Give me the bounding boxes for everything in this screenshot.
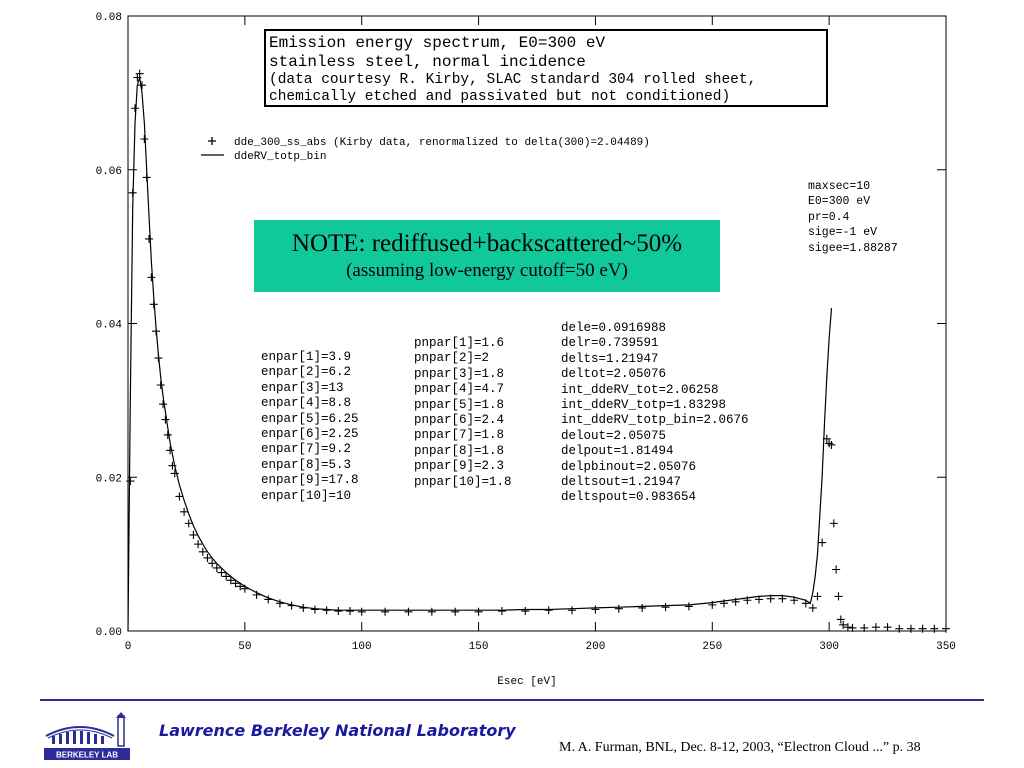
x-tick-label: 150 [468, 641, 489, 653]
enpar-line: enpar[5]=6.25 [261, 411, 359, 426]
params-right [808, 180, 898, 257]
data-point-plus [521, 607, 529, 615]
data-point-plus [872, 623, 880, 631]
data-point-plus [222, 572, 230, 580]
data-point-plus [164, 431, 172, 439]
x-tick-label: 200 [585, 641, 606, 653]
data-point-plus [288, 602, 296, 610]
footer-divider [40, 699, 984, 701]
enpar-line: enpar[6]=2.25 [261, 426, 359, 441]
legend-plus-marker [208, 137, 216, 145]
dele-line: dele=0.0916988 [561, 321, 667, 335]
data-point-plus [428, 608, 436, 616]
logo-text: BERKELEY LAB [55, 750, 119, 760]
chart-title: Emission energy spectrum, E0=300 eV [269, 34, 606, 52]
data-point-plus [662, 603, 670, 611]
data-point-plus [323, 606, 331, 614]
pnpar-line: pnpar[4]=4.7 [414, 382, 505, 397]
data-point-plus [129, 189, 137, 197]
data-point-plus [161, 416, 169, 424]
data-point-plus [213, 564, 221, 572]
data-point-plus [451, 608, 459, 616]
data-point-plus [217, 569, 225, 577]
x-tick-label: 0 [124, 641, 132, 653]
chart-note-line2: chemically etched and passivated but not conditioned) [269, 89, 731, 105]
plot-frame [128, 16, 946, 631]
data-point-plus [818, 539, 826, 547]
data-point-plus [154, 354, 162, 362]
dele-line: delts=1.21947 [561, 351, 659, 366]
y-tick-label: 0.00 [95, 627, 122, 639]
data-point-plus [299, 604, 307, 612]
dele-list [561, 321, 749, 506]
param-line: sigee=1.88287 [808, 241, 898, 255]
data-point-plus [802, 599, 810, 607]
data-point-plus [638, 604, 646, 612]
data-point-plus [685, 602, 693, 610]
data-point-plus [813, 592, 821, 600]
data-point-plus [150, 300, 158, 308]
dele-line: int_ddeRV_tot=2.06258 [561, 382, 719, 397]
enpar-list [261, 350, 359, 504]
dele-line: deltot=2.05076 [561, 367, 667, 382]
x-tick-label: 100 [351, 641, 372, 653]
data-point-plus [311, 605, 319, 613]
x-axis-label: Esec [eV] [497, 676, 557, 688]
y-tick-label: 0.02 [95, 473, 122, 486]
rediffused-note-box [254, 220, 720, 292]
data-point-plus [131, 104, 139, 112]
enpar-line: enpar[4]=8.8 [261, 396, 352, 411]
dele-line: delpout=1.81494 [561, 444, 674, 459]
dele-line: int_ddeRV_totp=1.83298 [561, 397, 727, 412]
legend-label: dde_300_ss_abs (Kirby data, renormalized to delta(300)=2.04489) [234, 137, 650, 149]
data-point-plus [568, 606, 576, 614]
data-point-plus [498, 607, 506, 615]
chart-legend [201, 137, 650, 163]
x-tick-label: 350 [936, 641, 956, 653]
enpar-line: enpar[2]=6.2 [261, 365, 352, 380]
pnpar-line: pnpar[3]=1.8 [414, 366, 505, 381]
data-point-plus [404, 608, 412, 616]
note-subline: (assuming low-energy cutoff=50 eV) [346, 260, 628, 281]
data-point-plus [145, 235, 153, 243]
data-point-plus [346, 607, 354, 615]
data-point-plus [147, 273, 155, 281]
lab-name: Lawrence Berkeley National Laboratory [159, 721, 516, 740]
data-point-plus [830, 519, 838, 527]
param-line: maxsec=10 [808, 180, 871, 193]
y-tick-label: 0.06 [95, 165, 122, 178]
dele-line: deltspout=0.983654 [561, 490, 697, 505]
data-point-plus [253, 591, 261, 599]
legend-label: ddeRV_totp_bin [234, 151, 327, 163]
data-point-plus [159, 400, 167, 408]
berkeley-lab-logo [42, 712, 132, 762]
y-tick-label: 0.08 [95, 12, 122, 24]
data-point-plus [334, 607, 342, 615]
slide-citation: M. A. Furman, BNL, Dec. 8-12, 2003, “Electron Cloud ...” p. 38 [559, 740, 921, 755]
data-point-plus [809, 604, 817, 612]
data-point-plus [152, 327, 160, 335]
y-tick-label: 0.04 [95, 319, 122, 332]
data-point-plus [140, 135, 148, 143]
enpar-line: enpar[3]=13 [261, 380, 344, 395]
data-point-plus [545, 606, 553, 614]
x-tick-label: 250 [702, 641, 723, 653]
enpar-line: enpar[9]=17.8 [261, 473, 359, 488]
pnpar-line: pnpar[8]=1.8 [414, 443, 505, 458]
x-tick-label: 300 [819, 641, 840, 653]
enpar-line: enpar[8]=5.3 [261, 457, 352, 472]
chart-axes [96, 12, 956, 688]
data-point-plus [834, 592, 842, 600]
enpar-line: enpar[7]=9.2 [261, 442, 352, 457]
pnpar-line: pnpar[7]=1.8 [414, 428, 505, 443]
chart-subtitle: stainless steel, normal incidence [269, 53, 586, 71]
param-line: pr=0.4 [808, 210, 850, 224]
data-point-plus [615, 605, 623, 613]
pnpar-line: pnpar[1]=1.6 [414, 336, 505, 350]
pnpar-line: pnpar[5]=1.8 [414, 397, 505, 412]
data-point-plus [143, 173, 151, 181]
dele-line: delout=2.05075 [561, 428, 667, 443]
pnpar-line: pnpar[9]=2.3 [414, 459, 505, 474]
pnpar-list [414, 336, 512, 490]
enpar-line: enpar[1]=3.9 [261, 350, 352, 364]
dele-line: deltsout=1.21947 [561, 474, 682, 489]
param-line: sige=-1 eV [808, 226, 878, 240]
pnpar-line: pnpar[10]=1.8 [414, 474, 512, 489]
pnpar-line: pnpar[6]=2.4 [414, 412, 505, 427]
data-point-plus [381, 608, 389, 616]
data-point-plus [166, 446, 174, 454]
param-line: E0=300 eV [808, 195, 871, 209]
dele-line: delpbinout=2.05076 [561, 459, 697, 474]
dele-line: int_ddeRV_totp_bin=2.0676 [561, 413, 749, 428]
data-point-plus [358, 608, 366, 616]
data-point-plus [591, 605, 599, 613]
enpar-line: enpar[10]=10 [261, 488, 352, 503]
data-point-plus [138, 81, 146, 89]
pnpar-line: pnpar[2]=2 [414, 351, 490, 366]
data-point-plus [157, 381, 165, 389]
x-tick-label: 50 [238, 641, 252, 653]
dele-line: delr=0.739591 [561, 336, 659, 351]
chart-title-box [264, 29, 828, 107]
data-point-plus [832, 566, 840, 574]
data-point-plus [475, 608, 483, 616]
data-point-plus [884, 623, 892, 631]
chart-note-line1: (data courtesy R. Kirby, SLAC standard 304 rolled sheet, [269, 72, 757, 88]
note-headline: NOTE: rediffused+backscattered~50% [291, 230, 683, 257]
